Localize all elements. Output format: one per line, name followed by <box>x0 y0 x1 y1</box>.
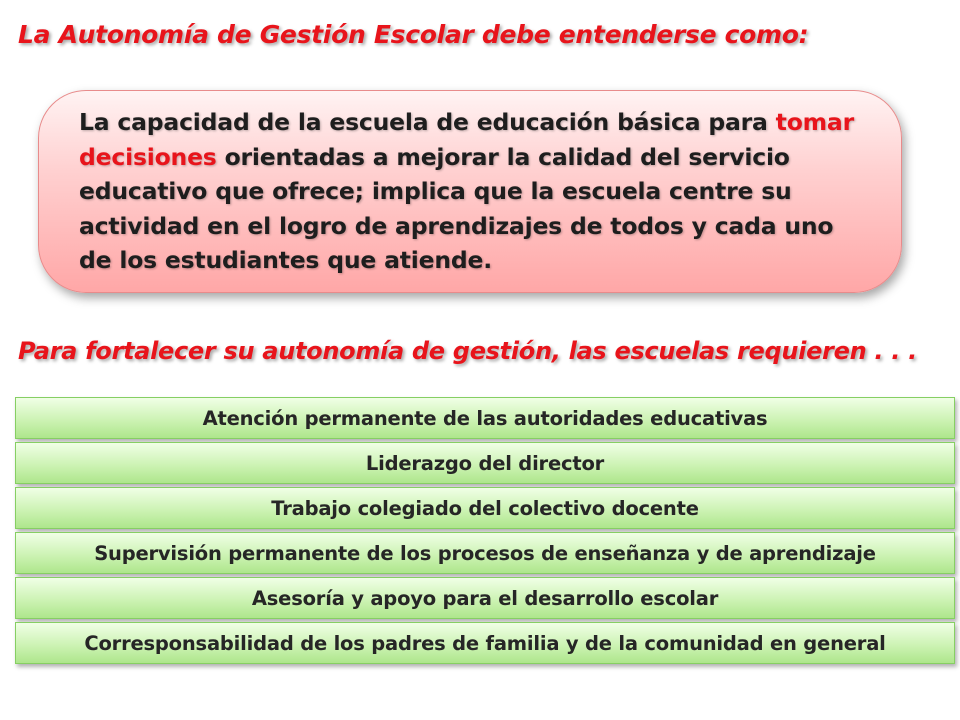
definition-part-1: La capacidad de la escuela de educación básica para <box>79 108 776 136</box>
requirement-item: Atención permanente de las autoridades educativas <box>15 397 955 439</box>
requirement-item: Trabajo colegiado del colectivo docente <box>15 487 955 529</box>
definition-box <box>38 90 902 293</box>
requirement-item: Corresponsabilidad de los padres de familia y de la comunidad en general <box>15 622 955 664</box>
definition-text <box>79 105 869 278</box>
definition-part-2: orientadas a mejorar la calidad del servicio educativo que ofrece; implica que la escuela centre su actividad en el logro de aprendizajes de todos y cada uno de los estudiantes que atiende. <box>79 142 834 274</box>
requirements-list <box>15 397 955 667</box>
requirement-item: Asesoría y apoyo para el desarrollo escolar <box>15 577 955 619</box>
definition-highlight: tomar decisiones <box>79 108 854 171</box>
requirements-heading: Para fortalecer su autonomía de gestión, las escuelas requieren . . . <box>18 337 917 365</box>
requirement-item: Liderazgo del director <box>15 442 955 484</box>
requirement-item: Supervisión permanente de los procesos de enseñanza y de aprendizaje <box>15 532 955 574</box>
slide-title: La Autonomía de Gestión Escolar debe entenderse como: <box>18 20 809 49</box>
